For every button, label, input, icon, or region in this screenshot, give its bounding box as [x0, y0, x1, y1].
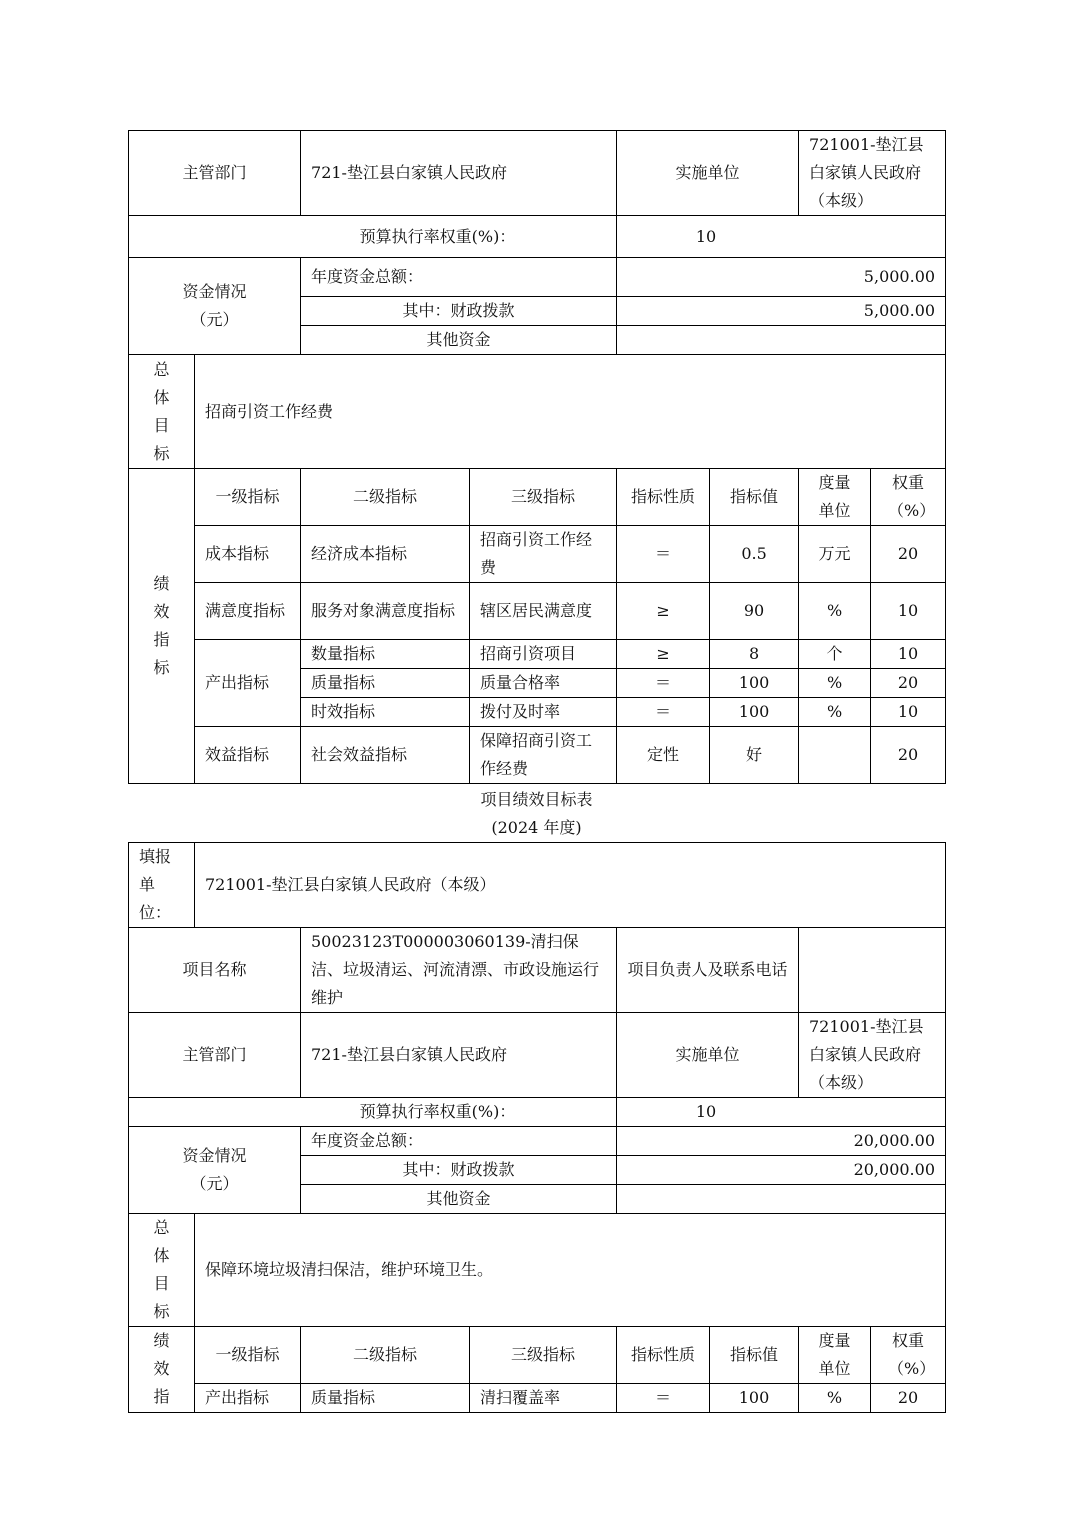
cell-value: 100 [710, 1384, 799, 1413]
cell-unit: % [799, 583, 871, 640]
cell-level2: 经济成本指标 [301, 526, 470, 583]
cell-weight: 10 [871, 698, 946, 727]
performance-table-2 [128, 842, 946, 1413]
cell-nature: 定性 [617, 727, 710, 784]
reporter-value: 721001-垫江县白家镇人民政府（本级） [195, 843, 946, 928]
cell-level2: 社会效益指标 [301, 727, 470, 784]
header-value: 指标值 [710, 469, 799, 526]
fund-fiscal-value: 5,000.00 [617, 297, 946, 326]
header-weight: 权重（%） [871, 469, 946, 526]
header-nature: 指标性质 [617, 1327, 710, 1384]
cell-nature: ≥ [617, 583, 710, 640]
cell-unit: % [799, 698, 871, 727]
fund-total-value: 5,000.00 [617, 258, 946, 297]
table-row [129, 1384, 946, 1413]
fund-other-value [617, 1185, 946, 1214]
fund-total-label: 年度资金总额： [301, 258, 617, 297]
overall-goal-label: 总体目标 [129, 355, 195, 469]
header-value: 指标值 [710, 1327, 799, 1384]
budget-weight-value: 10 [617, 216, 946, 258]
budget-weight-label: 预算执行率权重(%)： [129, 1098, 617, 1127]
header-nature: 指标性质 [617, 469, 710, 526]
cell-value: 100 [710, 669, 799, 698]
cell-weight: 20 [871, 727, 946, 784]
cell-weight: 10 [871, 583, 946, 640]
cell-value: 8 [710, 640, 799, 669]
overall-goal-label: 总体目标 [129, 1214, 195, 1327]
dept-label: 主管部门 [129, 131, 301, 216]
cell-value: 100 [710, 698, 799, 727]
fund-total-value: 20,000.00 [617, 1127, 946, 1156]
header-level3: 三级指标 [470, 469, 617, 526]
cell-level1: 效益指标 [195, 727, 301, 784]
cell-level3: 辖区居民满意度 [470, 583, 617, 640]
fund-other-label: 其他资金 [301, 1185, 617, 1214]
cell-value: 0.5 [710, 526, 799, 583]
table-row [129, 583, 946, 640]
header-level2: 二级指标 [301, 469, 470, 526]
cell-weight: 10 [871, 640, 946, 669]
overall-goal-value: 招商引资工作经费 [195, 355, 946, 469]
performance-table-1 [128, 130, 946, 784]
header-weight: 权重（%） [871, 1327, 946, 1384]
cell-level3: 招商引资工作经费 [470, 526, 617, 583]
cell-value: 好 [710, 727, 799, 784]
cell-unit [799, 727, 871, 784]
impl-label: 实施单位 [617, 1013, 799, 1098]
fund-other-label: 其他资金 [301, 326, 617, 355]
project-name-value: 50023123T000003060139-清扫保洁、垃圾清运、河流清漂、市政设施运行维护 [301, 928, 617, 1013]
cell-level2: 质量指标 [301, 669, 470, 698]
impl-value: 721001-垫江县白家镇人民政府（本级） [799, 1013, 946, 1098]
cell-level1: 产出指标 [195, 1384, 301, 1413]
project-name-label: 项目名称 [129, 928, 301, 1013]
header-level2: 二级指标 [301, 1327, 470, 1384]
fund-other-value [617, 326, 946, 355]
header-unit: 度量单位 [799, 469, 871, 526]
cell-weight: 20 [871, 1384, 946, 1413]
table-row [129, 526, 946, 583]
dept-label: 主管部门 [129, 1013, 301, 1098]
cell-level1: 产出指标 [195, 640, 301, 727]
cell-nature: ≥ [617, 640, 710, 669]
dept-value: 721-垫江县白家镇人民政府 [301, 131, 617, 216]
cell-nature: ＝ [617, 1384, 710, 1413]
fund-fiscal-label: 其中：财政拨款 [301, 297, 617, 326]
overall-goal-value: 保障环境垃圾清扫保洁，维护环境卫生。 [195, 1214, 946, 1327]
cell-weight: 20 [871, 669, 946, 698]
cell-level3: 保障招商引资工作经费 [470, 727, 617, 784]
table-row [129, 640, 946, 669]
impl-label: 实施单位 [617, 131, 799, 216]
cell-level2: 数量指标 [301, 640, 470, 669]
cell-level2: 服务对象满意度指标 [301, 583, 470, 640]
contact-value [799, 928, 946, 1013]
table-year: (2024 年度) [491, 818, 582, 837]
contact-label: 项目负责人及联系电话 [617, 928, 799, 1013]
table-title: 项目绩效目标表 [480, 790, 593, 809]
header-level3: 三级指标 [470, 1327, 617, 1384]
cell-level1: 满意度指标 [195, 583, 301, 640]
header-level1: 一级指标 [195, 469, 301, 526]
cell-level3: 清扫覆盖率 [470, 1384, 617, 1413]
fund-fiscal-label: 其中：财政拨款 [301, 1156, 617, 1185]
cell-unit: 个 [799, 640, 871, 669]
impl-value: 721001-垫江县白家镇人民政府（本级） [799, 131, 946, 216]
cell-unit: 万元 [799, 526, 871, 583]
cell-unit: % [799, 669, 871, 698]
cell-level3: 质量合格率 [470, 669, 617, 698]
cell-unit: % [799, 1384, 871, 1413]
perf-indicator-label: 绩效指标 [129, 469, 195, 784]
fund-fiscal-value: 20,000.00 [617, 1156, 946, 1185]
cell-nature: ＝ [617, 698, 710, 727]
cell-level2: 质量指标 [301, 1384, 470, 1413]
budget-weight-label: 预算执行率权重(%)： [129, 216, 617, 258]
table-row [129, 727, 946, 784]
cell-weight: 20 [871, 526, 946, 583]
fund-label: 资金情况（元） [129, 258, 301, 355]
header-unit: 度量单位 [799, 1327, 871, 1384]
fund-label: 资金情况（元） [129, 1127, 301, 1214]
reporter-label: 填报单位： [129, 843, 195, 928]
cell-level2: 时效指标 [301, 698, 470, 727]
fund-total-label: 年度资金总额： [301, 1127, 617, 1156]
perf-indicator-label: 绩效指 [129, 1327, 195, 1413]
cell-value: 90 [710, 583, 799, 640]
cell-nature: ＝ [617, 526, 710, 583]
dept-value: 721-垫江县白家镇人民政府 [301, 1013, 617, 1098]
cell-level3: 招商引资项目 [470, 640, 617, 669]
header-level1: 一级指标 [195, 1327, 301, 1384]
cell-nature: ＝ [617, 669, 710, 698]
budget-weight-value: 10 [617, 1098, 946, 1127]
cell-level1: 成本指标 [195, 526, 301, 583]
cell-level3: 拨付及时率 [470, 698, 617, 727]
